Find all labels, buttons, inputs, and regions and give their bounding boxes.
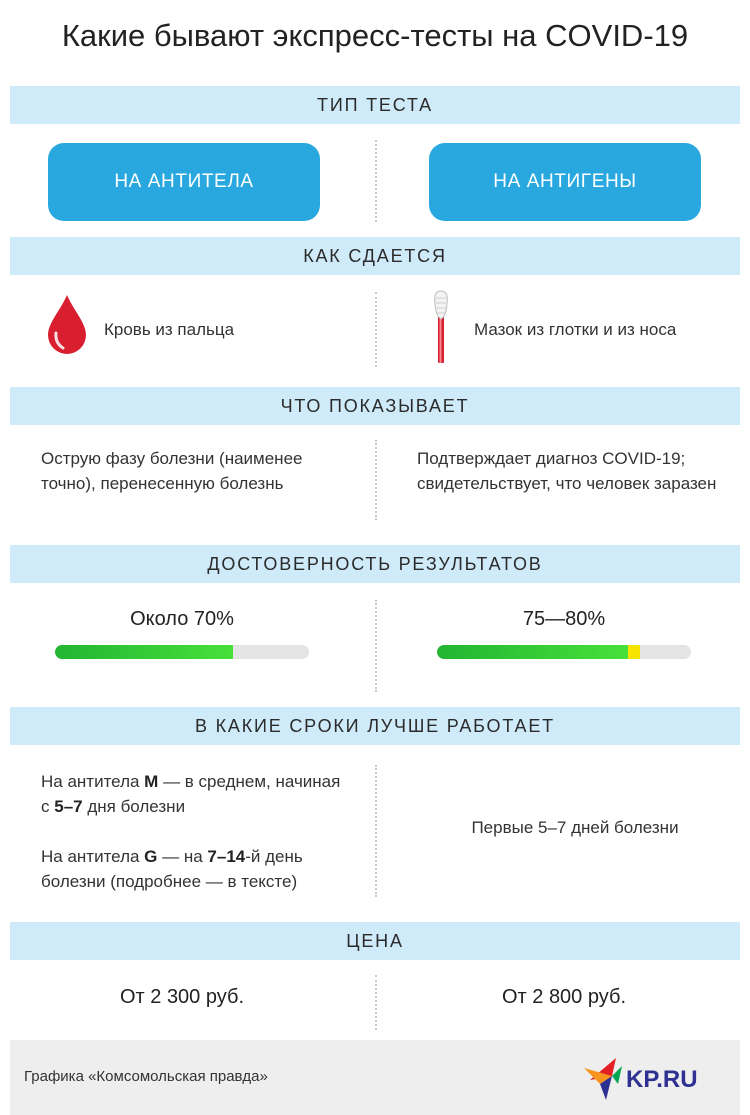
column-divider [375,600,377,692]
antibody-reliability-fill [55,645,233,659]
footer [10,1040,740,1115]
column-divider [375,440,377,520]
column-divider [375,292,377,367]
column-divider [375,975,377,1030]
antibody-test-pill: НА АНТИТЕЛА [48,143,320,221]
swab-icon [430,289,452,365]
section-how-taken: КАК СДАЕТСЯ [10,237,740,275]
antigen-test-pill: НА АНТИГЕНЫ [429,143,701,221]
antibody-shows-text: Острую фазу болезни (наименее точно), перенесенную болезнь [41,449,303,493]
section-test-type: ТИП ТЕСТА [10,86,740,124]
section-reliability: ДОСТОВЕРНОСТЬ РЕЗУЛЬТАТОВ [10,545,740,583]
antibody-reliability-label: Около 70% [130,608,234,630]
section-what-shows: ЧТО ПОКАЗЫВАЕТ [10,387,740,425]
antibody-g-timing: На антитела G — на 7–14-й день болезни (подробнее — в тексте) [41,847,303,891]
antibody-m-timing: На антитела М — в среднем, начиная с 5–7 дня болезни [41,772,341,816]
swab-method-text: Мазок из глотки и из носа [474,320,677,339]
blood-drop-icon [46,293,88,357]
antigen-reliability-fill [437,645,628,659]
antigen-reliability-range [628,645,641,659]
antigen-timing: Первые 5–7 дней болезни [471,818,679,837]
section-price: ЦЕНА [10,922,740,960]
antigen-reliability-bar [437,645,691,659]
column-divider [375,140,377,222]
antigen-reliability-label: 75—80% [522,608,606,630]
svg-text:KP.RU: KP.RU [626,1066,698,1093]
page-title: Какие бывают экспресс-тесты на COVID-19 [61,18,689,53]
antigen-price: От 2 800 руб. [501,986,626,1008]
antigen-shows-text: Подтверждает диагноз COVID-19; свидетельствует, что человек заразен [417,449,717,493]
blood-method-text: Кровь из пальца [104,320,235,339]
kp-logo[interactable] [582,1054,722,1102]
kp-bird-logo [584,1058,622,1100]
antibody-price: От 2 300 руб. [119,986,244,1008]
antibody-reliability-bar [55,645,309,659]
footer-credit: Графика «Комсомольская правда» [24,1068,268,1085]
section-best-time: В КАКИЕ СРОКИ ЛУЧШЕ РАБОТАЕТ [10,707,740,745]
column-divider [375,765,377,897]
